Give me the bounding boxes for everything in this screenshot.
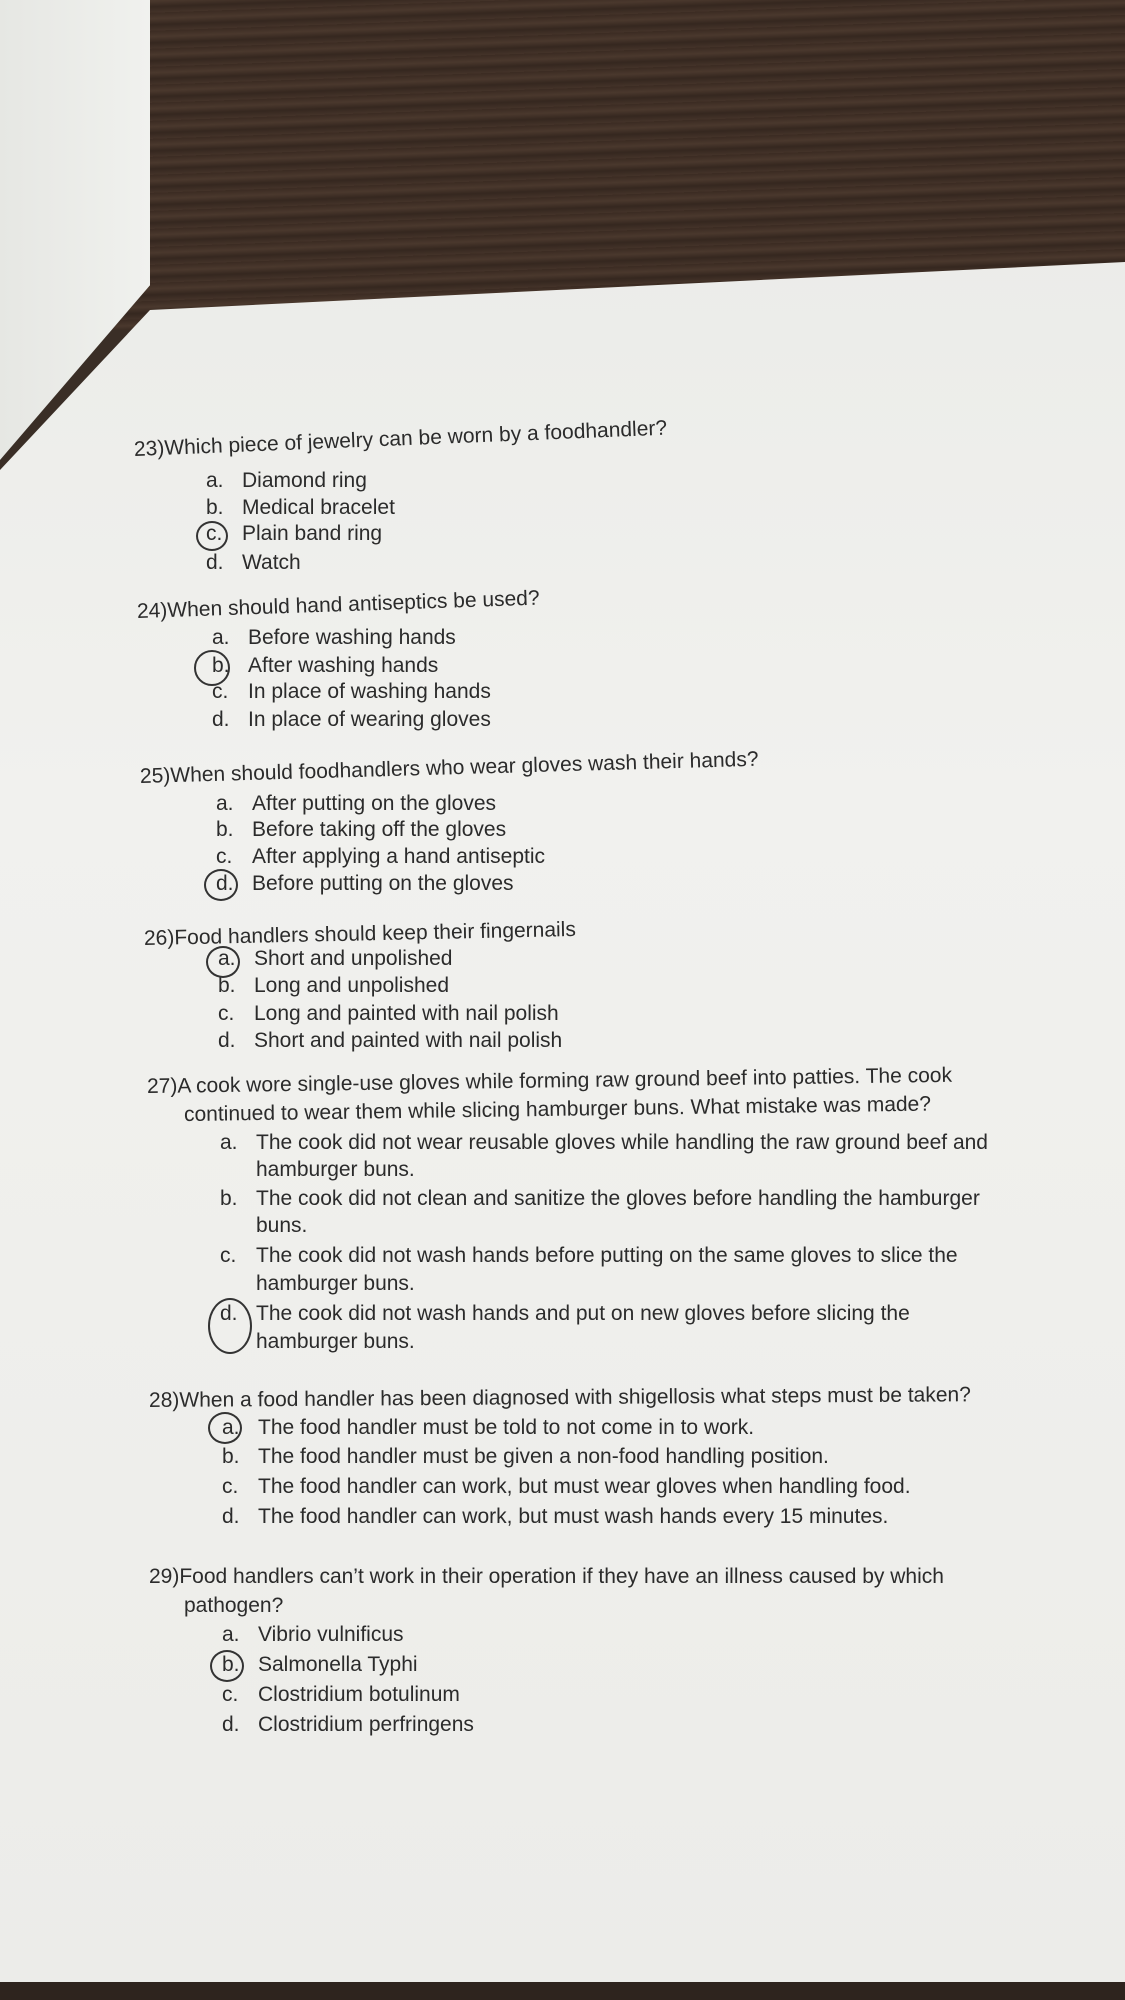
answer-circle: [208, 1412, 242, 1444]
question-number: 23): [133, 436, 165, 461]
question-text: When should foodhandlers who wear gloves wash their hands?: [170, 747, 759, 788]
option-d: d. The food handler can work, but must wash hands every 15 minutes.: [222, 1505, 889, 1528]
question-text: Food handlers can’t work in their operation if they have an illness caused by which: [179, 1565, 944, 1588]
question-text-line-2: pathogen?: [184, 1594, 284, 1617]
option-c: c. Plain band ring: [206, 522, 383, 545]
answer-circle: [210, 1650, 244, 1682]
option-c: c. Clostridium botulinum: [222, 1683, 460, 1706]
option-a: a. The food handler must be told to not come in to work.: [222, 1416, 755, 1439]
option-b: b. After washing hands: [212, 654, 439, 677]
question-number: 26): [143, 926, 175, 950]
question-number: 28): [148, 1388, 180, 1412]
option-c: c. After applying a hand antiseptic: [216, 845, 546, 868]
answer-circle: [206, 946, 240, 978]
question-text: When a food handler has been diagnosed with shigellosis what steps must be taken?: [179, 1383, 971, 1412]
option-c: c. The cook did not wash hands before putting on the same gloves to slice the: [220, 1244, 958, 1267]
option-a: a. After putting on the gloves: [216, 792, 496, 815]
option-b: b. The food handler must be given a non-food handling position.: [222, 1445, 829, 1468]
option-a: a. Before washing hands: [212, 626, 456, 649]
option-c: c. Long and painted with nail polish: [218, 1002, 559, 1025]
answer-circle: [208, 1298, 252, 1354]
option-a: a. The cook did not wear reusable gloves while handling the raw ground beef and: [220, 1131, 988, 1154]
question-text: When should hand antiseptics be used?: [166, 586, 540, 622]
option-c: c. The food handler can work, but must wear gloves when handling food.: [222, 1475, 911, 1498]
option-d-line-2: hamburger buns.: [256, 1330, 415, 1353]
option-c-line-2: hamburger buns.: [256, 1272, 415, 1295]
option-a: a. Short and unpolished: [218, 947, 453, 970]
option-d: d. Clostridium perfringens: [222, 1713, 474, 1736]
answer-circle: [196, 521, 228, 551]
option-b: b. Salmonella Typhi: [222, 1653, 418, 1676]
option-a-line-2: hamburger buns.: [256, 1158, 415, 1181]
option-a: a. Vibrio vulnificus: [222, 1623, 404, 1646]
question-text: Which piece of jewelry can be worn by a foodhandler?: [163, 416, 668, 460]
question-text-line-2: continued to wear them while slicing hamburger buns. What mistake was made?: [183, 1092, 932, 1126]
option-b: b. Medical bracelet: [206, 496, 395, 519]
answer-circle: [204, 869, 238, 901]
option-d: d. Watch: [206, 551, 301, 574]
option-b: b. The cook did not clean and sanitize the gloves before handling the hamburger: [220, 1187, 980, 1210]
option-b-line-2: buns.: [256, 1214, 308, 1237]
option-d: d. The cook did not wash hands and put on new gloves before slicing the: [220, 1302, 910, 1325]
question-number: 27): [146, 1074, 178, 1098]
question-text: A cook wore single-use gloves while forming raw ground beef into patties. The cook: [177, 1063, 953, 1098]
option-c: c. In place of washing hands: [212, 680, 491, 703]
question-number: 24): [136, 599, 168, 623]
option-b: b. Long and unpolished: [218, 974, 450, 997]
option-d: d. In place of wearing gloves: [212, 708, 491, 731]
option-a: a. Diamond ring: [206, 469, 367, 492]
question-number: 25): [139, 764, 171, 788]
option-b: b. Before taking off the gloves: [216, 818, 507, 841]
answer-circle: [194, 650, 230, 686]
option-d: d. Before putting on the gloves: [216, 872, 514, 895]
question-text: Food handlers should keep their fingernails: [174, 917, 577, 950]
question-number: 29): [149, 1565, 180, 1588]
option-d: d. Short and painted with nail polish: [218, 1029, 563, 1052]
